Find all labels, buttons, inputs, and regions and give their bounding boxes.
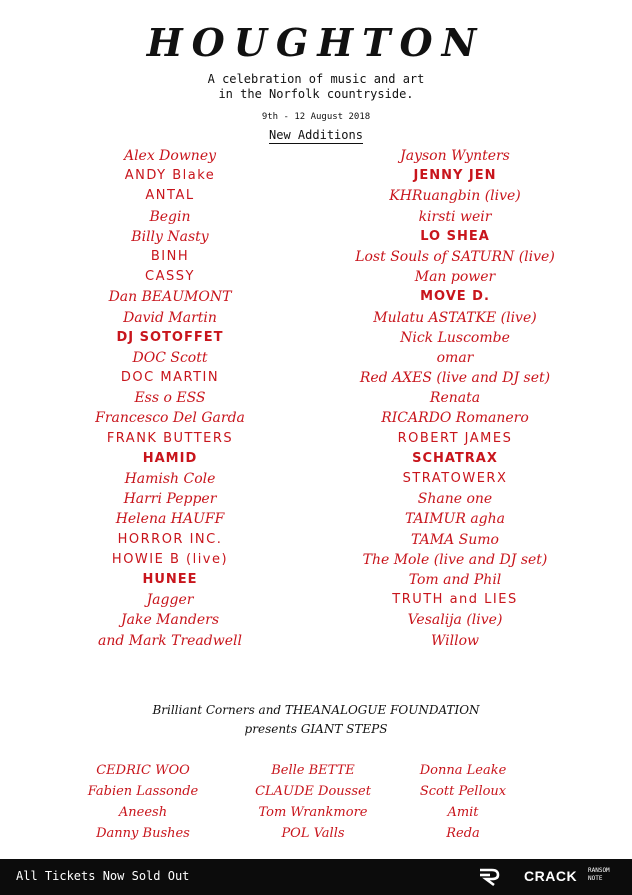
artist-name: Red AXES (live and DJ set): [359, 370, 551, 387]
giant-steps-column-1: [58, 760, 228, 844]
artist-name: Mulatu ASTATKE (live): [373, 309, 537, 326]
artist-name: Harri Pepper: [123, 491, 217, 508]
tagline-line-2: in the Norfolk countryside.: [218, 87, 414, 101]
artist-name: Jayson Wynters: [400, 148, 510, 164]
artist-name: TAMA Sumo: [411, 531, 499, 548]
ransom-note-logo-line-1: RANSOM: [588, 867, 610, 874]
artist-name: ROBERT JAMES: [397, 430, 513, 446]
artist-name: HOWIE B (live): [111, 551, 229, 567]
artist-name: Tom and Phil: [408, 571, 502, 588]
artist-name: MOVE D.: [420, 289, 490, 305]
artist-name: Belle BETTE: [271, 763, 355, 778]
artist-name: BINH: [150, 248, 190, 264]
ransom-note-logo-line-2: NOTE: [588, 875, 603, 882]
lineup-left-column: [55, 146, 285, 651]
artist-name: Hamish Cole: [124, 471, 216, 487]
artist-name: LO SHEA: [420, 228, 490, 244]
artist-name: HAMID: [142, 450, 198, 466]
artist-name: Renata: [429, 390, 481, 407]
giant-steps-presenters: Brilliant Corners and THEANALOGUE FOUNDATION: [152, 703, 480, 717]
artist-name: Man power: [414, 269, 496, 286]
artist-name: SCHATRAX: [412, 450, 498, 466]
artist-name: Danny Bushes: [96, 826, 190, 841]
artist-name: FRANK BUTTERS: [106, 430, 234, 446]
artist-name: Begin: [149, 208, 191, 225]
artist-name: RICARDO Romanero: [381, 410, 529, 427]
artist-name: Alex Downey: [123, 148, 217, 164]
artist-name: David Martin: [123, 309, 217, 326]
artist-name: Reda: [446, 826, 480, 841]
artist-name: DOC Scott: [132, 349, 208, 366]
artist-name: kirsti weir: [418, 208, 492, 225]
artist-name: STRATOWERX: [402, 471, 508, 486]
artist-name: TAIMUR agha: [404, 511, 505, 528]
artist-name: Tom Wrankmore: [258, 805, 368, 820]
giant-steps-title: presents GIANT STEPS: [244, 722, 388, 736]
new-additions-label: New Additions: [269, 128, 363, 142]
artist-name: Helena HAUFF: [115, 511, 225, 528]
artist-name: Dan BEAUMONT: [108, 289, 232, 306]
artist-name: omar: [436, 349, 474, 366]
artist-name: KHRuangbin (live): [389, 188, 521, 205]
artist-name: Donna Leake: [419, 763, 507, 778]
ransom-note-logo: [588, 867, 628, 883]
artist-name: CLAUDE Dousset: [255, 784, 371, 799]
festival-title: HOUGHTON: [146, 20, 486, 65]
artist-name: Scott Pelloux: [419, 784, 507, 799]
artist-name: Aneesh: [118, 805, 168, 820]
artist-name: TRUTH and LIES: [392, 592, 518, 608]
artist-name: Fabien Lassonde: [87, 784, 199, 799]
artist-name: and Mark Treadwell: [98, 632, 242, 649]
giant-steps-column-3: [378, 760, 548, 844]
lineup-right-column: [330, 146, 580, 651]
artist-name: Shane one: [417, 491, 493, 508]
artist-name: Jake Manders: [121, 612, 219, 629]
artist-name: Lost Souls of SATURN (live): [355, 248, 555, 265]
artist-name: DOC MARTIN: [120, 370, 220, 386]
artist-name: Jagger: [146, 592, 194, 609]
sold-out-notice: All Tickets Now Sold Out: [16, 869, 190, 883]
artist-name: Nick Luscombe: [400, 329, 510, 346]
artist-name: Vesalija (live): [407, 612, 503, 629]
artist-name: Francesco Del Garda: [95, 410, 245, 427]
artist-name: Billy Nasty: [131, 228, 209, 245]
artist-name: Willow: [431, 632, 479, 649]
new-additions-heading: [0, 128, 632, 142]
artist-name: Amit: [447, 805, 479, 820]
festival-dates: 9th - 12 August 2018: [261, 112, 371, 122]
artist-name: ANDY Blake: [124, 168, 216, 184]
giant-steps-column-2: [228, 760, 398, 844]
artist-name: HUNEE: [142, 571, 198, 587]
crack-logo: CRACK: [524, 868, 578, 884]
tagline-line-1: A celebration of music and art: [207, 72, 425, 86]
artist-name: HORROR INC.: [117, 531, 223, 547]
artist-name: ANTAL: [145, 188, 195, 204]
artist-name: POL Valls: [281, 826, 345, 841]
artist-name: CASSY: [145, 269, 195, 285]
artist-name: JENNY JEN: [413, 168, 497, 184]
artist-name: DJ SOTOFFET: [116, 329, 224, 345]
tagline: [0, 72, 632, 102]
artist-name: Ess o ESS: [134, 390, 206, 407]
footer-bar: [0, 859, 632, 895]
artist-name: The Mole (live and DJ set): [362, 551, 548, 568]
ra-logo-icon: [478, 867, 504, 887]
artist-name: CEDRIC WOO: [96, 763, 190, 778]
